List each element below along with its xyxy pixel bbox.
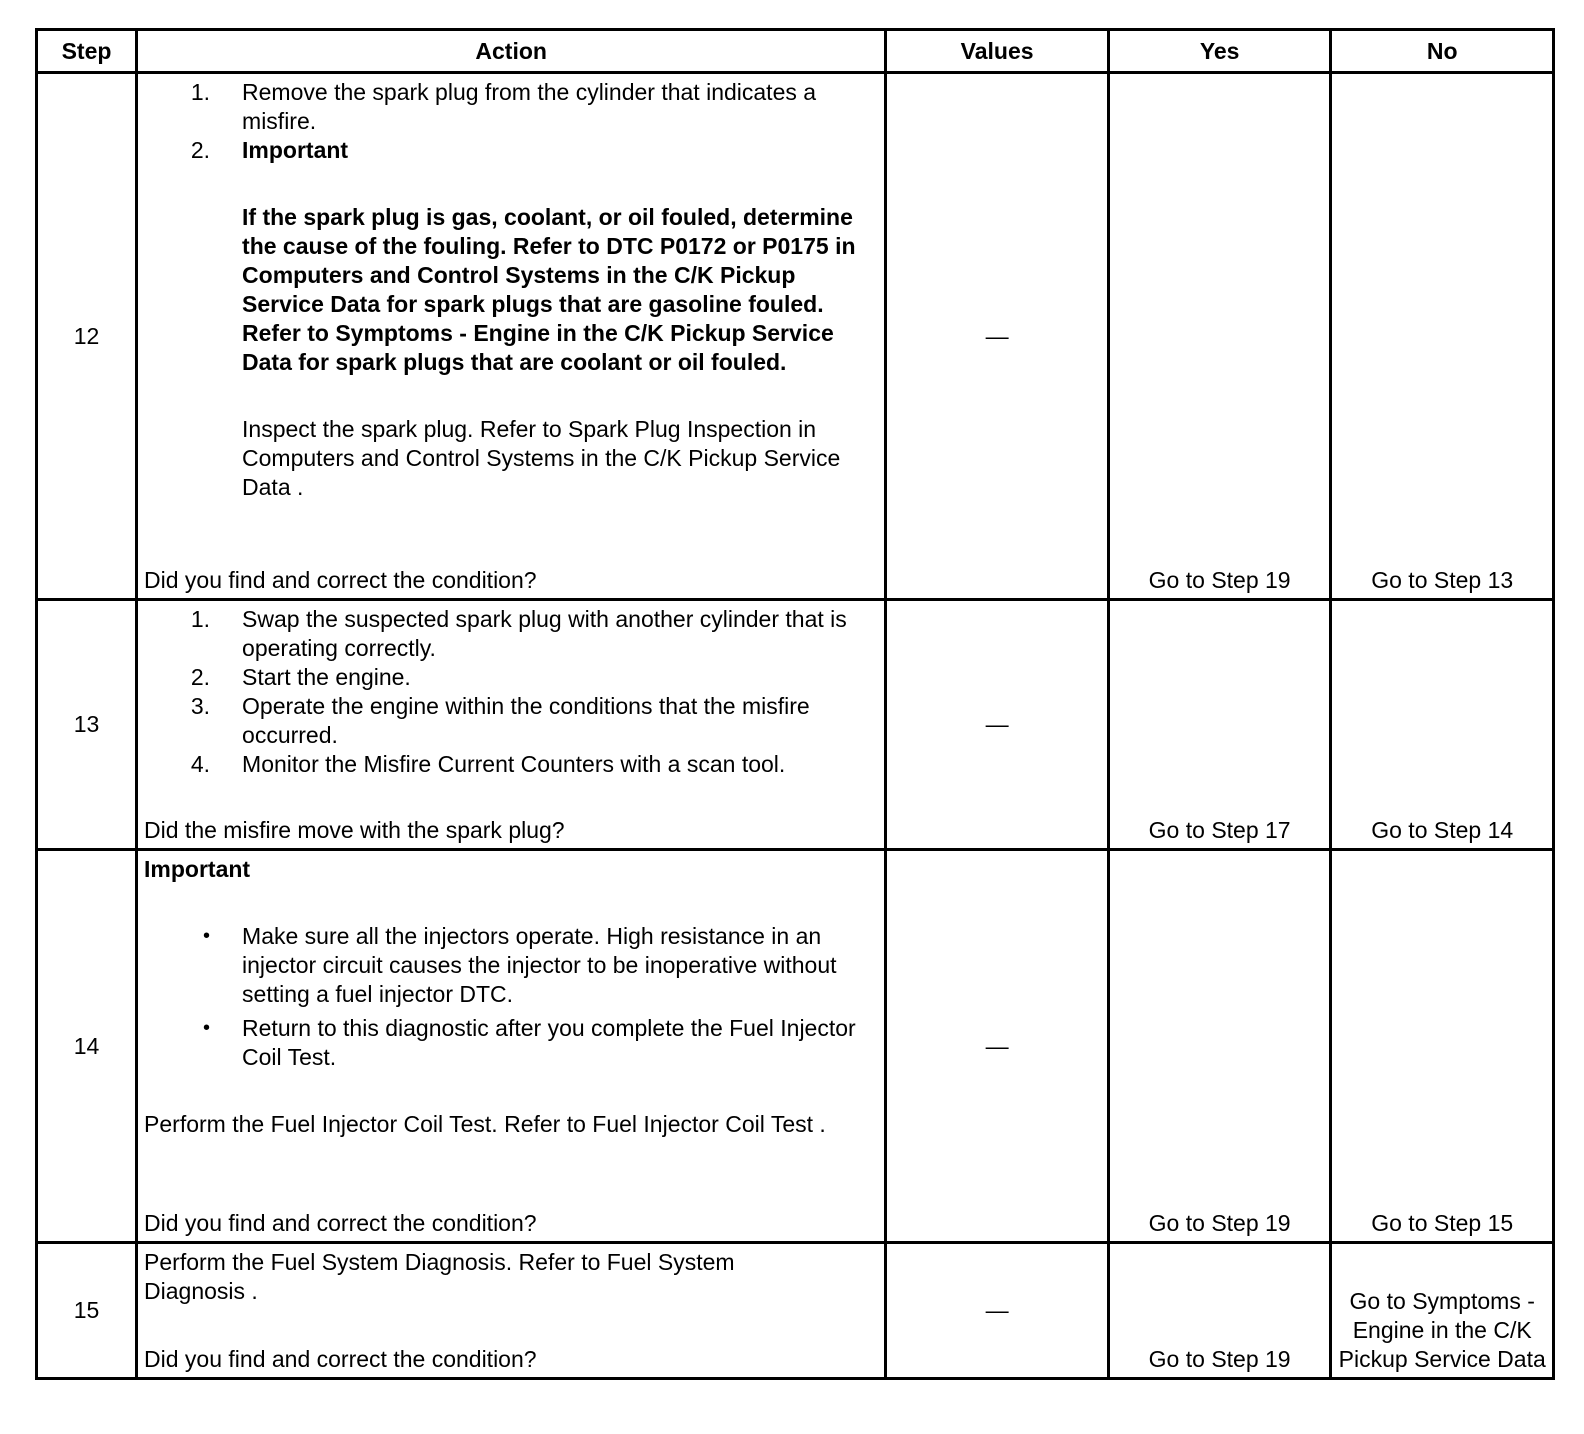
header-yes: Yes [1108,30,1331,73]
table-row-step-12 [37,73,1554,600]
values-cell: — [886,600,1109,850]
bullet-item [144,922,878,1009]
no-cell: Go to Symptoms - Engine in the C/K Pickup Service Data [1331,1243,1554,1379]
no-cell: Go to Step 15 [1331,850,1554,1243]
table-row-step-14 [37,850,1554,1243]
list-text: Monitor the Misfire Current Counters with a scan tool. [242,751,786,777]
bullet-icon: • [203,925,211,947]
list-item [144,663,878,692]
table-row-step-13 [37,600,1554,850]
list-item [144,692,878,750]
list-number: 2. [190,137,211,163]
values-cell: — [886,850,1109,1243]
yes-cell: Go to Step 19 [1108,850,1331,1243]
step-number: 12 [37,73,137,600]
header-action: Action [137,30,886,73]
list-text: Operate the engine within the conditions that the misfire occurred. [242,693,810,748]
action-cell [137,850,886,1243]
list-text: Remove the spark plug from the cylinder that indicates a misfire. [242,79,817,134]
yes-cell: Go to Step 19 [1108,1243,1331,1379]
action-cell [137,73,886,600]
list-item [144,136,878,165]
question-text: Did the misfire move with the spark plug? [144,817,565,843]
header-row [37,30,1554,73]
yes-cell: Go to Step 17 [1108,600,1331,850]
values-cell: — [886,1243,1109,1379]
list-number: 1. [190,606,211,632]
list-number: 3. [190,693,211,719]
list-text: Start the engine. [242,664,411,690]
sub-instruction: Inspect the spark plug. Refer to Spark Plug Inspection in Computers and Control Systems in the C/K Pickup Service Data . [242,416,841,500]
list-item [144,750,878,779]
no-cell: Go to Step 14 [1331,600,1554,850]
values-cell: — [886,73,1109,600]
question-text: Did you find and correct the condition? [144,1210,537,1236]
bullet-item [144,1014,878,1072]
question-text: Did you find and correct the condition? [144,1346,537,1372]
instruction-text: Perform the Fuel Injector Coil Test. Refer to Fuel Injector Coil Test . [144,1111,826,1137]
yes-cell: Go to Step 19 [1108,73,1331,600]
bullet-text: Make sure all the injectors operate. High resistance in an injector circuit causes the injector to be inoperative without setting a fuel injector DTC. [242,923,837,1007]
important-note: If the spark plug is gas, coolant, or oil fouled, determine the cause of the fouling. Refer to DTC P0172 or P0175 in Computers and Control Systems in the C/K Pickup Service Data for spark plugs that are gasoline fouled. Refer to Symptoms - Engine in the C/K Pickup Service Data for spark plugs that are coolant or oil fouled. [242,204,856,375]
action-cell [137,1243,886,1379]
list-number: 1. [190,79,211,105]
diagnostic-table [35,28,1555,1380]
list-number: 4. [190,751,211,777]
header-no: No [1331,30,1554,73]
header-step: Step [37,30,137,73]
list-item [144,605,878,663]
step-number: 15 [37,1243,137,1379]
list-text: Important [242,137,349,163]
header-values: Values [886,30,1109,73]
action-cell [137,600,886,850]
bullet-text: Return to this diagnostic after you complete the Fuel Injector Coil Test. [242,1015,856,1070]
step-number: 14 [37,850,137,1243]
table-row-step-15 [37,1243,1554,1379]
step-number: 13 [37,600,137,850]
list-number: 2. [190,664,211,690]
list-item [144,78,878,136]
no-cell: Go to Step 13 [1331,73,1554,600]
bullet-icon: • [203,1017,211,1039]
list-text: Swap the suspected spark plug with another cylinder that is operating correctly. [242,606,847,661]
diagnostic-table-container [35,28,1555,1380]
instruction-text: Perform the Fuel System Diagnosis. Refer to Fuel System Diagnosis . [144,1249,735,1304]
question-text: Did you find and correct the condition? [144,567,537,593]
important-heading: Important [144,856,251,882]
